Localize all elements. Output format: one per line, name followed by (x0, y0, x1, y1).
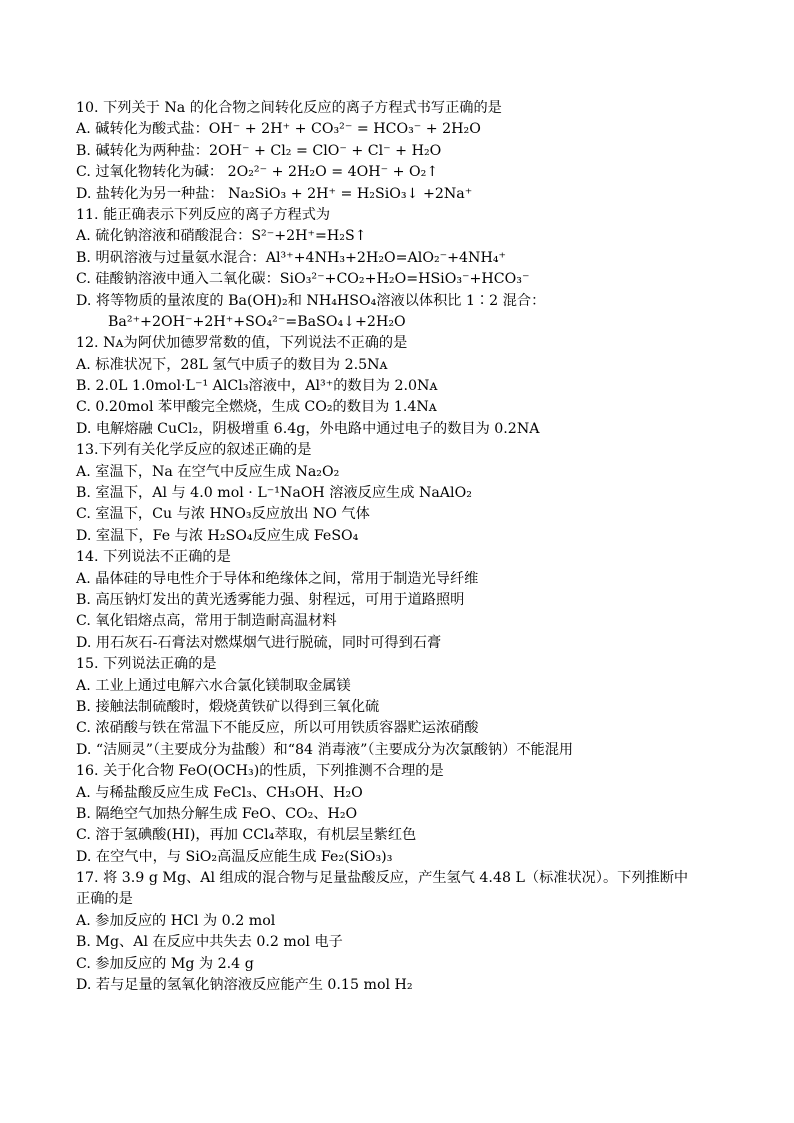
question-line: 12. Nᴀ为阿伏加德罗常数的值，下列说法不正确的是 (76, 335, 408, 352)
option-line: C. 0.20mol 苯甲酸完全燃烧，生成 CO₂的数目为 1.4Nᴀ (76, 399, 437, 416)
question-line: 16. 关于化合物 FeO(OCH₃)的性质，下列推测不合理的是 (76, 763, 444, 780)
option-line: A. 硫化钠溶液和硝酸混合：S²⁻+2H⁺=H₂S↑ (76, 228, 367, 245)
option-line: D. 在空气中，与 SiO₂高温反应能生成 Fe₂(SiO₃)₃ (76, 848, 393, 865)
option-line: B. 明矾溶液与过量氨水混合：Al³⁺+4NH₃+2H₂O=AlO₂⁻+4NH₄⁺ (76, 249, 507, 266)
exam-page (76, 98, 776, 996)
option-line: B. 接触法制硫酸时，煅烧黄铁矿以得到三氧化硫 (76, 698, 380, 715)
option-line: D. 室温下，Fe 与浓 H₂SO₄反应生成 FeSO₄ (76, 527, 359, 544)
question-line: 14. 下列说法不正确的是 (76, 549, 231, 566)
option-line: C. 溶于氢碘酸(HI)，再加 CCl₄萃取，有机层呈紫红色 (76, 827, 417, 844)
option-line: A. 与稀盐酸反应生成 FeCl₃、CH₃OH、H₂O (76, 784, 363, 801)
question-line: 正确的是 (76, 891, 133, 908)
option-line: C. 参加反应的 Mg 为 2.4 g (76, 955, 254, 972)
question-line: 15. 下列说法正确的是 (76, 656, 217, 673)
option-line: A. 标准状况下，28L 氢气中质子的数目为 2.5Nᴀ (76, 356, 388, 373)
option-line: D. 电解熔融 CuCl₂，阴极增重 6.4g，外电路中通过电子的数目为 0.2NA (76, 420, 540, 437)
question-line: 17. 将 3.9 g Mg、Al 组成的混合物与足量盐酸反应，产生氢气 4.48 L（标准状况）。下列推断中 (76, 870, 689, 887)
question-line: 13.下列有关化学反应的叙述正确的是 (76, 442, 312, 459)
option-line: D. 用石灰石-石膏法对燃煤烟气进行脱硫，同时可得到石膏 (76, 634, 442, 651)
option-line: D. 盐转化为另一种盐： Na₂SiO₃ + 2H⁺ = H₂SiO₃↓ +2Na⁺ (76, 185, 473, 202)
option-line: B. Mg、Al 在反应中共失去 0.2 mol 电子 (76, 934, 343, 951)
option-line: D. 若与足量的氢氧化钠溶液反应能产生 0.15 mol H₂ (76, 977, 413, 994)
option-line: Ba²⁺+2OH⁻+2H⁺+SO₄²⁻=BaSO₄↓+2H₂O (108, 313, 406, 330)
option-line: B. 室温下，Al 与 4.0 mol · L⁻¹NaOH 溶液反应生成 NaAlO₂ (76, 485, 472, 502)
option-line: C. 浓硝酸与铁在常温下不能反应，所以可用铁质容器贮运浓硝酸 (76, 720, 479, 737)
option-line: A. 工业上通过电解六水合氯化镁制取金属镁 (76, 677, 351, 694)
option-line: C. 过氧化物转化为碱： 2O₂²⁻ + 2H₂O = 4OH⁻ + O₂↑ (76, 164, 439, 181)
question-line: 10. 下列关于 Na 的化合物之间转化反应的离子方程式书写正确的是 (76, 100, 502, 116)
option-line: A. 参加反应的 HCl 为 0.2 mol (76, 912, 276, 929)
option-line: D. “洁厕灵”（主要成分为盐酸）和“84 消毒液”（主要成分为次氯酸钠）不能混用 (76, 741, 574, 758)
option-line: A. 室温下，Na 在空气中反应生成 Na₂O₂ (76, 463, 340, 480)
option-line: A. 碱转化为酸式盐：OH⁻ + 2H⁺ + CO₃²⁻ = HCO₃⁻ + 2H₂O (76, 121, 481, 138)
option-line: C. 硅酸钠溶液中通入二氧化碳：SiO₃²⁻+CO₂+H₂O=HSiO₃⁻+HCO₃⁻ (76, 271, 530, 288)
option-line: B. 碱转化为两种盐：2OH⁻ + Cl₂ = ClO⁻ + Cl⁻ + H₂O (76, 142, 442, 159)
option-line: B. 2.0L 1.0mol·L⁻¹ AlCl₃溶液中，Al³⁺的数目为 2.0Nᴀ (76, 378, 438, 395)
option-line: A. 晶体硅的导电性介于导体和绝缘体之间，常用于制造光导纤维 (76, 570, 479, 587)
option-line: C. 氧化铝熔点高，常用于制造耐高温材料 (76, 613, 337, 630)
option-line: D. 将等物质的量浓度的 Ba(OH)₂和 NH₄HSO₄溶液以体积比 1∶2 混合： (76, 292, 546, 309)
option-line: B. 隔绝空气加热分解生成 FeO、CO₂、H₂O (76, 805, 358, 822)
option-line: B. 高压钠灯发出的黄光透雾能力强、射程远，可用于道路照明 (76, 591, 465, 608)
option-line: C. 室温下，Cu 与浓 HNO₃反应放出 NO 气体 (76, 506, 370, 523)
question-line: 11. 能正确表示下列反应的离子方程式为 (76, 206, 331, 223)
